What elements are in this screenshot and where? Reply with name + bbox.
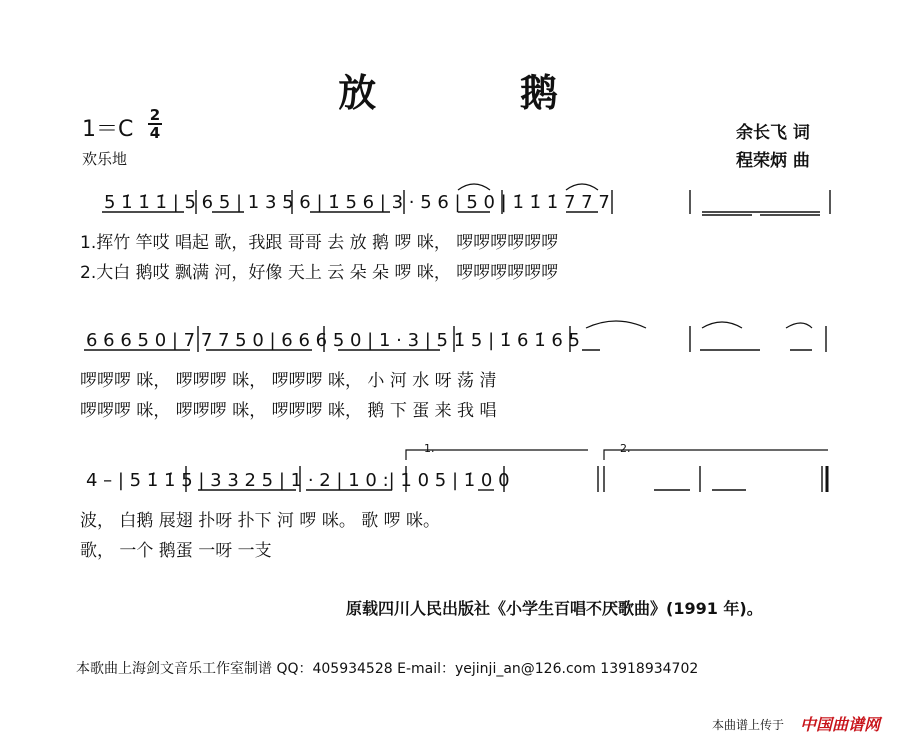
notation-row-2: 6 6 6 5 0 | 7 7 7 5 0 | 6 6 6 5 0 | 1 · 3 | 5 1̇ 5 | 1̇ 6 1̇ 6 5: [86, 330, 580, 351]
lyricist-credit: 余长飞 词: [736, 123, 810, 143]
lyric-row-2-verse-2: 啰啰啰 咪， 啰啰啰 咪， 啰啰啰 咪， 鹅 下 蛋 来 我 唱: [80, 401, 497, 421]
beams-row-1: [102, 190, 830, 215]
footer-credits: 本歌曲上海剑文音乐工作室制谱 QQ：405934528 E-mail：yejinji_an@126.com 13918934702: [76, 661, 699, 677]
source-note: 原载四川人民出版社《小学生百唱不厌歌曲》(1991 年)。: [346, 599, 763, 618]
lyric-row-3-verse-2: 歌， 一个 鹅蛋 一呀 一支: [80, 541, 272, 561]
lyric-row-1-verse-2: 2.大白 鹅哎 飘满 河，好像 天上 云 朵 朵 啰 咪， 啰啰啰啰啰啰: [80, 263, 559, 283]
time-signature-top: 2: [149, 106, 161, 124]
beams-row-2: [84, 326, 826, 352]
volta-2-label: 2.: [620, 442, 631, 455]
notation-row-3: 4 – | 5 1̇ 1̇ 5 | 3 3 2 5 | 1 · 2 | 1 0 :| 1 0 5 | 1̇ 0 0: [86, 470, 510, 491]
title-char-1: 放: [338, 70, 380, 115]
upload-note: 本曲谱上传于: [712, 718, 785, 732]
notation-row-1: 5 1̇ 1̇ 1̇ | 5 6 5 | 1 3 5 6 | 1̇ 5 6 | 3 · 5 6 | 5 0 | 1̇ 1̇ 1̇ 7 7 7: [104, 192, 610, 213]
composer-credit: 程荣炳 曲: [736, 151, 810, 171]
lyric-row-2-verse-1: 啰啰啰 咪， 啰啰啰 咪， 啰啰啰 咪， 小 河 水 呀 荡 清: [80, 371, 497, 391]
lyric-row-3-verse-1: 波， 白鹅 展翅 扑呀 扑下 河 啰 咪。 歌 啰 咪。: [80, 511, 441, 531]
site-logo: 中国曲谱网: [800, 715, 881, 734]
key-signature: 1＝C: [82, 117, 134, 142]
beams-row-3: [186, 466, 827, 492]
lyric-row-1-verse-1: 1.挥竹 竿哎 唱起 歌，我跟 哥哥 去 放 鹅 啰 咪， 啰啰啰啰啰啰: [80, 233, 559, 253]
volta-1-label: 1.: [424, 442, 435, 455]
title-char-2: 鹅: [520, 70, 562, 115]
slurs: [458, 184, 812, 328]
time-signature-bottom: 4: [149, 124, 161, 142]
volta-brackets: [406, 450, 828, 460]
tempo-mood: 欢乐地: [82, 150, 128, 168]
